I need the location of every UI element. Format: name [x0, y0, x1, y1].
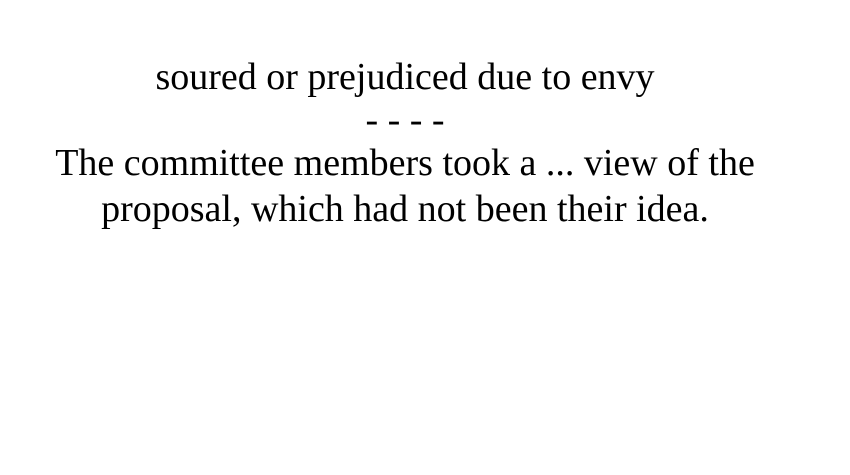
- divider: - - - -: [365, 99, 445, 141]
- flashcard-content: [0, 54, 810, 232]
- definition-text: soured or prejudiced due to envy: [155, 56, 655, 98]
- example-sentence: The committee members took a ... view of the proposal, which had not been their idea.: [55, 142, 755, 230]
